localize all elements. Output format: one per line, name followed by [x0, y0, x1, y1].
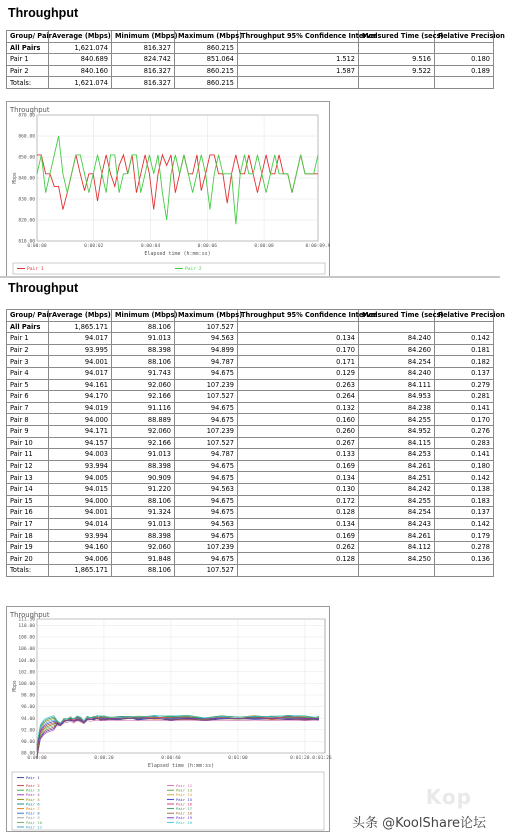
column-header: Measured Time (secs): [359, 310, 435, 322]
table-cell: 94.675: [175, 367, 238, 379]
table-cell: Pair 1: [7, 333, 49, 345]
column-header: Average (Mbps): [49, 310, 112, 322]
table-cell: 107.239: [175, 541, 238, 553]
table-cell: Pair 14: [7, 483, 49, 495]
table-cell: 92.060: [112, 541, 175, 553]
table-cell: [238, 42, 359, 54]
table-cell: 91.324: [112, 507, 175, 519]
table-cell: 94.000: [49, 414, 112, 426]
table-row: [7, 449, 494, 461]
table-cell: 0.263: [238, 379, 359, 391]
table-cell: 84.111: [359, 379, 435, 391]
table-cell: 0.138: [435, 483, 494, 495]
y-tick-label: 104.00: [18, 658, 35, 664]
table-cell: 94.171: [49, 425, 112, 437]
legend-label: Pair 16: [176, 801, 193, 807]
y-tick-label: 102.00: [18, 670, 35, 676]
table-cell: 0.128: [238, 507, 359, 519]
table-cell: 0.180: [435, 460, 494, 472]
table-cell: 0.160: [238, 414, 359, 426]
table-cell: 94.675: [175, 472, 238, 484]
table-cell: 0.279: [435, 379, 494, 391]
table-cell: All Pairs: [7, 321, 49, 333]
table-cell: 84.250: [359, 553, 435, 565]
table-cell: 0.128: [238, 553, 359, 565]
table-cell: 1.587: [238, 65, 359, 77]
table-cell: 94.563: [175, 483, 238, 495]
table-cell: 88.106: [112, 495, 175, 507]
table-cell: 94.001: [49, 356, 112, 368]
table-cell: 816.327: [112, 77, 175, 89]
table-cell: 851.064: [175, 54, 238, 66]
throughput-table-1: [6, 30, 505, 89]
y-tick-label: 108.00: [18, 635, 35, 641]
table-row: [7, 414, 494, 426]
table-cell: 0.264: [238, 391, 359, 403]
table-cell: 88.398: [112, 530, 175, 542]
table-cell: 91.743: [112, 367, 175, 379]
table-cell: 0.137: [435, 367, 494, 379]
table-cell: 824.742: [112, 54, 175, 66]
table-cell: Pair 4: [7, 367, 49, 379]
table-cell: 92.060: [112, 379, 175, 391]
table-cell: 1,865.171: [49, 565, 112, 577]
table-cell: 107.527: [175, 321, 238, 333]
y-tick-label: 90.00: [21, 739, 35, 745]
table-cell: 94.006: [49, 553, 112, 565]
table-cell: Pair 15: [7, 495, 49, 507]
legend-label: Pair 2: [185, 267, 202, 273]
table-cell: Pair 9: [7, 425, 49, 437]
table-cell: 0.267: [238, 437, 359, 449]
table-cell: 91.220: [112, 483, 175, 495]
table-cell: 84.240: [359, 367, 435, 379]
table-cell: 84.242: [359, 483, 435, 495]
table-cell: Totals:: [7, 565, 49, 577]
y-tick-label: 106.00: [18, 647, 35, 653]
column-header: Relative Precision: [435, 310, 494, 322]
table-cell: 0.170: [238, 344, 359, 356]
table-cell: Pair 2: [7, 65, 49, 77]
table-row: [7, 460, 494, 472]
table-cell: 0.260: [238, 425, 359, 437]
table-cell: Pair 13: [7, 472, 49, 484]
legend-label: Pair 1: [27, 267, 44, 273]
legend-label: Pair 9: [26, 815, 40, 821]
table-cell: 0.181: [435, 344, 494, 356]
table-row: [7, 472, 494, 484]
table-cell: 0.132: [238, 402, 359, 414]
table-cell: Pair 6: [7, 391, 49, 403]
legend-label: Pair 10: [26, 819, 43, 825]
x-tick-label: 0:00:09.9: [305, 244, 331, 249]
table-cell: 88.889: [112, 414, 175, 426]
table-cell: 107.239: [175, 425, 238, 437]
table-cell: [238, 321, 359, 333]
y-tick-label: 820.00: [18, 218, 35, 224]
table-row: [7, 437, 494, 449]
table-cell: 0.136: [435, 553, 494, 565]
column-header: Maximum (Mbps): [175, 310, 238, 322]
y-tick-label: 810.00: [18, 239, 35, 245]
section-1-title: Throughput: [8, 6, 79, 20]
table-cell: 0.183: [435, 495, 494, 507]
table-cell: 94.675: [175, 402, 238, 414]
legend-label: Pair 14: [176, 792, 193, 798]
table-cell: 91.848: [112, 553, 175, 565]
table-cell: 94.675: [175, 530, 238, 542]
table-cell: 93.994: [49, 460, 112, 472]
table-cell: 84.254: [359, 507, 435, 519]
table-cell: 0.129: [238, 367, 359, 379]
table-cell: 91.013: [112, 333, 175, 345]
table-cell: 860.215: [175, 65, 238, 77]
table-row: [7, 530, 494, 542]
table-cell: 0.142: [435, 518, 494, 530]
legend-label: Pair 7: [26, 806, 40, 811]
table-cell: 1,621.074: [49, 77, 112, 89]
x-tick-label: 0:00:08: [254, 244, 274, 249]
column-header: Minimum (Mbps): [112, 310, 175, 322]
table-cell: 90.909: [112, 472, 175, 484]
table-cell: 88.106: [112, 565, 175, 577]
legend-label: Pair 13: [176, 787, 193, 793]
x-axis-label: Elapsed time (h:mm:ss): [147, 763, 215, 769]
table-row: [7, 495, 494, 507]
table-row: [7, 321, 494, 333]
x-axis-label: Elapsed time (h:mm:ss): [144, 251, 211, 257]
table-cell: 84.255: [359, 414, 435, 426]
watermark-logo: Kop: [425, 785, 472, 809]
x-tick-label: 0:00:04: [140, 244, 161, 249]
y-tick-label: 98.00: [21, 693, 35, 699]
table-cell: 107.239: [175, 379, 238, 391]
table-cell: 84.112: [359, 541, 435, 553]
table-cell: 0.169: [238, 460, 359, 472]
table-cell: 94.787: [175, 356, 238, 368]
legend-label: Pair 5: [26, 796, 40, 802]
table-row: [7, 553, 494, 565]
table-cell: 94.157: [49, 437, 112, 449]
table-row: [7, 333, 494, 345]
table-cell: 0.180: [435, 54, 494, 66]
table-cell: 84.238: [359, 402, 435, 414]
table-cell: Pair 20: [7, 553, 49, 565]
table-cell: 94.675: [175, 414, 238, 426]
table-cell: 94.000: [49, 495, 112, 507]
watermark-text: 头条 @KoolShare论坛: [351, 816, 486, 831]
y-tick-label: 840.00: [18, 176, 35, 182]
table-cell: 860.215: [175, 42, 238, 54]
x-tick-label: 0:00:02: [84, 244, 104, 249]
table-row: [7, 344, 494, 356]
throughput-chart-1: [6, 101, 330, 277]
legend-label: Pair 19: [176, 815, 193, 821]
table-cell: Pair 19: [7, 541, 49, 553]
table-cell: 88.106: [112, 356, 175, 368]
table-cell: 9.522: [359, 65, 435, 77]
table-cell: 0.278: [435, 541, 494, 553]
table-cell: 88.106: [112, 321, 175, 333]
chart-2-title: Throughput: [10, 611, 50, 619]
table-cell: 0.276: [435, 425, 494, 437]
table-cell: 92.060: [112, 425, 175, 437]
table-cell: 816.327: [112, 65, 175, 77]
y-tick-label: 100.00: [18, 681, 35, 687]
legend-label: Pair 1: [26, 775, 40, 780]
table-cell: [435, 42, 494, 54]
table-cell: 94.005: [49, 472, 112, 484]
table-cell: [435, 77, 494, 89]
table-cell: 0.262: [238, 541, 359, 553]
table-cell: 94.015: [49, 483, 112, 495]
table-cell: Pair 12: [7, 460, 49, 472]
y-tick-label: 850.00: [18, 155, 35, 161]
table-cell: [435, 321, 494, 333]
table-cell: 9.516: [359, 54, 435, 66]
chart-1-title: Throughput: [10, 106, 50, 114]
table-cell: Pair 16: [7, 507, 49, 519]
table-cell: 0.141: [435, 449, 494, 461]
table-cell: 84.952: [359, 425, 435, 437]
table-cell: All Pairs: [7, 42, 49, 54]
table-row: [7, 379, 494, 391]
section-separator: [0, 276, 500, 278]
table-cell: 94.899: [175, 344, 238, 356]
table-cell: 840.160: [49, 65, 112, 77]
table-cell: 84.255: [359, 495, 435, 507]
table-cell: Pair 5: [7, 379, 49, 391]
table-cell: [238, 565, 359, 577]
legend-label: Pair 2: [26, 783, 40, 788]
legend-label: Pair 6: [26, 801, 40, 807]
table-row: [7, 65, 494, 77]
table-cell: 0.170: [435, 414, 494, 426]
table-row: [7, 391, 494, 403]
table-cell: 94.001: [49, 507, 112, 519]
table-cell: 840.689: [49, 54, 112, 66]
legend-label: Pair 18: [176, 810, 193, 816]
table-cell: 0.134: [238, 333, 359, 345]
table-cell: 84.953: [359, 391, 435, 403]
table-cell: 88.398: [112, 460, 175, 472]
table-cell: 92.166: [112, 391, 175, 403]
table-cell: 94.675: [175, 507, 238, 519]
table-cell: 107.527: [175, 437, 238, 449]
throughput-table-2: [6, 309, 505, 577]
y-tick-label: 96.00: [21, 705, 35, 711]
table-cell: 0.283: [435, 437, 494, 449]
x-tick-label: 0:00:06: [197, 244, 217, 249]
x-tick-label: 0:00:40: [161, 756, 181, 761]
legend-label: Pair 3: [26, 787, 40, 793]
x-tick-label: 0:01:00: [228, 756, 248, 761]
table-cell: 84.261: [359, 460, 435, 472]
column-header: Throughput 95% Confidence Interval: [238, 310, 359, 322]
table-cell: Pair 1: [7, 54, 49, 66]
column-header: Throughput 95% Confidence Interval: [238, 31, 359, 43]
table-cell: 107.527: [175, 391, 238, 403]
table-cell: Pair 2: [7, 344, 49, 356]
table-cell: 84.251: [359, 472, 435, 484]
table-cell: 94.019: [49, 402, 112, 414]
table-cell: 91.013: [112, 518, 175, 530]
table-cell: 0.172: [238, 495, 359, 507]
table-row: [7, 483, 494, 495]
column-header: Relative Precision: [435, 31, 494, 43]
table-cell: 94.563: [175, 333, 238, 345]
table-row: [7, 42, 494, 54]
table-cell: 84.243: [359, 518, 435, 530]
table-row: [7, 541, 494, 553]
table-cell: 1,865.171: [49, 321, 112, 333]
table-cell: 94.675: [175, 495, 238, 507]
x-tick-label: 0:00:00: [27, 244, 47, 249]
table-cell: Pair 17: [7, 518, 49, 530]
table-cell: 91.013: [112, 449, 175, 461]
table-cell: 816.327: [112, 42, 175, 54]
y-axis-label: Mbps: [13, 680, 18, 692]
y-tick-label: 88.00: [21, 751, 35, 757]
table-cell: 84.261: [359, 530, 435, 542]
table-cell: 94.014: [49, 518, 112, 530]
x-tick-label: 0:00:20: [94, 756, 114, 761]
legend-label: Pair 15: [176, 796, 193, 802]
table-cell: Pair 3: [7, 356, 49, 368]
table-cell: Pair 18: [7, 530, 49, 542]
table-row: [7, 518, 494, 530]
column-header: Group/ Pair: [7, 31, 49, 43]
table-cell: 94.017: [49, 333, 112, 345]
table-cell: [435, 565, 494, 577]
table-cell: 93.994: [49, 530, 112, 542]
y-tick-label: 110.00: [18, 623, 35, 629]
x-tick-label: 0:01:20.0:01:26: [290, 756, 332, 761]
table-cell: [359, 565, 435, 577]
table-cell: 84.254: [359, 356, 435, 368]
table-cell: 0.182: [435, 356, 494, 368]
table-cell: 91.116: [112, 402, 175, 414]
column-header: Maximum (Mbps): [175, 31, 238, 43]
table-cell: 0.137: [435, 507, 494, 519]
table-cell: 93.995: [49, 344, 112, 356]
table-row: [7, 402, 494, 414]
table-cell: 0.134: [238, 518, 359, 530]
column-header: Measured Time (secs): [359, 31, 435, 43]
plot-area: [37, 619, 325, 753]
table-cell: 84.115: [359, 437, 435, 449]
column-header: Minimum (Mbps): [112, 31, 175, 43]
table-cell: 860.215: [175, 77, 238, 89]
table-cell: 94.003: [49, 449, 112, 461]
table-cell: 94.787: [175, 449, 238, 461]
table-cell: 0.133: [238, 449, 359, 461]
table-row: [7, 356, 494, 368]
legend-label: Pair 20: [176, 819, 193, 825]
table-cell: Pair 7: [7, 402, 49, 414]
legend: [12, 772, 324, 830]
table-row: [7, 367, 494, 379]
legend-label: Pair 17: [176, 806, 193, 811]
table-cell: 94.161: [49, 379, 112, 391]
y-tick-label: 860.00: [18, 134, 35, 140]
table-cell: 94.675: [175, 460, 238, 472]
throughput-chart-2: [6, 606, 330, 832]
legend-label: Pair 4: [26, 792, 40, 798]
table-cell: 88.398: [112, 344, 175, 356]
table-cell: 94.170: [49, 391, 112, 403]
table-cell: 1,621.074: [49, 42, 112, 54]
table-cell: 92.166: [112, 437, 175, 449]
table-cell: [238, 77, 359, 89]
column-header: Average (Mbps): [49, 31, 112, 43]
table-cell: 0.130: [238, 483, 359, 495]
y-tick-label: 92.00: [21, 728, 35, 734]
table-cell: 107.527: [175, 565, 238, 577]
table-cell: Pair 11: [7, 449, 49, 461]
table-cell: 0.281: [435, 391, 494, 403]
table-row: [7, 77, 494, 89]
legend-label: Pair 12: [176, 783, 193, 788]
table-cell: 0.141: [435, 402, 494, 414]
table-cell: 1.512: [238, 54, 359, 66]
section-2-title: Throughput: [8, 281, 79, 295]
table-cell: 94.160: [49, 541, 112, 553]
table-cell: 0.179: [435, 530, 494, 542]
table-cell: Totals:: [7, 77, 49, 89]
table-cell: 0.142: [435, 472, 494, 484]
table-row: [7, 54, 494, 66]
table-cell: [359, 77, 435, 89]
table-cell: 84.240: [359, 333, 435, 345]
table-cell: 94.563: [175, 518, 238, 530]
legend: [13, 263, 325, 274]
table-cell: 94.675: [175, 553, 238, 565]
table-cell: 0.169: [238, 530, 359, 542]
legend-label: Pair 11: [26, 824, 43, 830]
y-tick-label: 111.10: [18, 617, 35, 623]
y-tick-label: 830.00: [18, 197, 35, 203]
table-cell: [359, 42, 435, 54]
table-row: [7, 425, 494, 437]
table-cell: 0.189: [435, 65, 494, 77]
table-row: [7, 507, 494, 519]
table-cell: Pair 8: [7, 414, 49, 426]
column-header: Group/ Pair: [7, 310, 49, 322]
table-row: [7, 565, 494, 577]
y-axis-label: Mbps: [13, 172, 18, 184]
legend-label: Pair 8: [26, 810, 40, 816]
table-cell: 84.260: [359, 344, 435, 356]
table-cell: 0.171: [238, 356, 359, 368]
y-tick-label: 94.00: [21, 716, 35, 722]
x-tick-label: 0:00:00: [27, 756, 47, 761]
table-cell: [359, 321, 435, 333]
table-cell: 94.017: [49, 367, 112, 379]
table-cell: Pair 10: [7, 437, 49, 449]
table-cell: 84.253: [359, 449, 435, 461]
table-cell: 0.142: [435, 333, 494, 345]
y-tick-label: 870.00: [18, 113, 35, 119]
table-cell: 0.134: [238, 472, 359, 484]
